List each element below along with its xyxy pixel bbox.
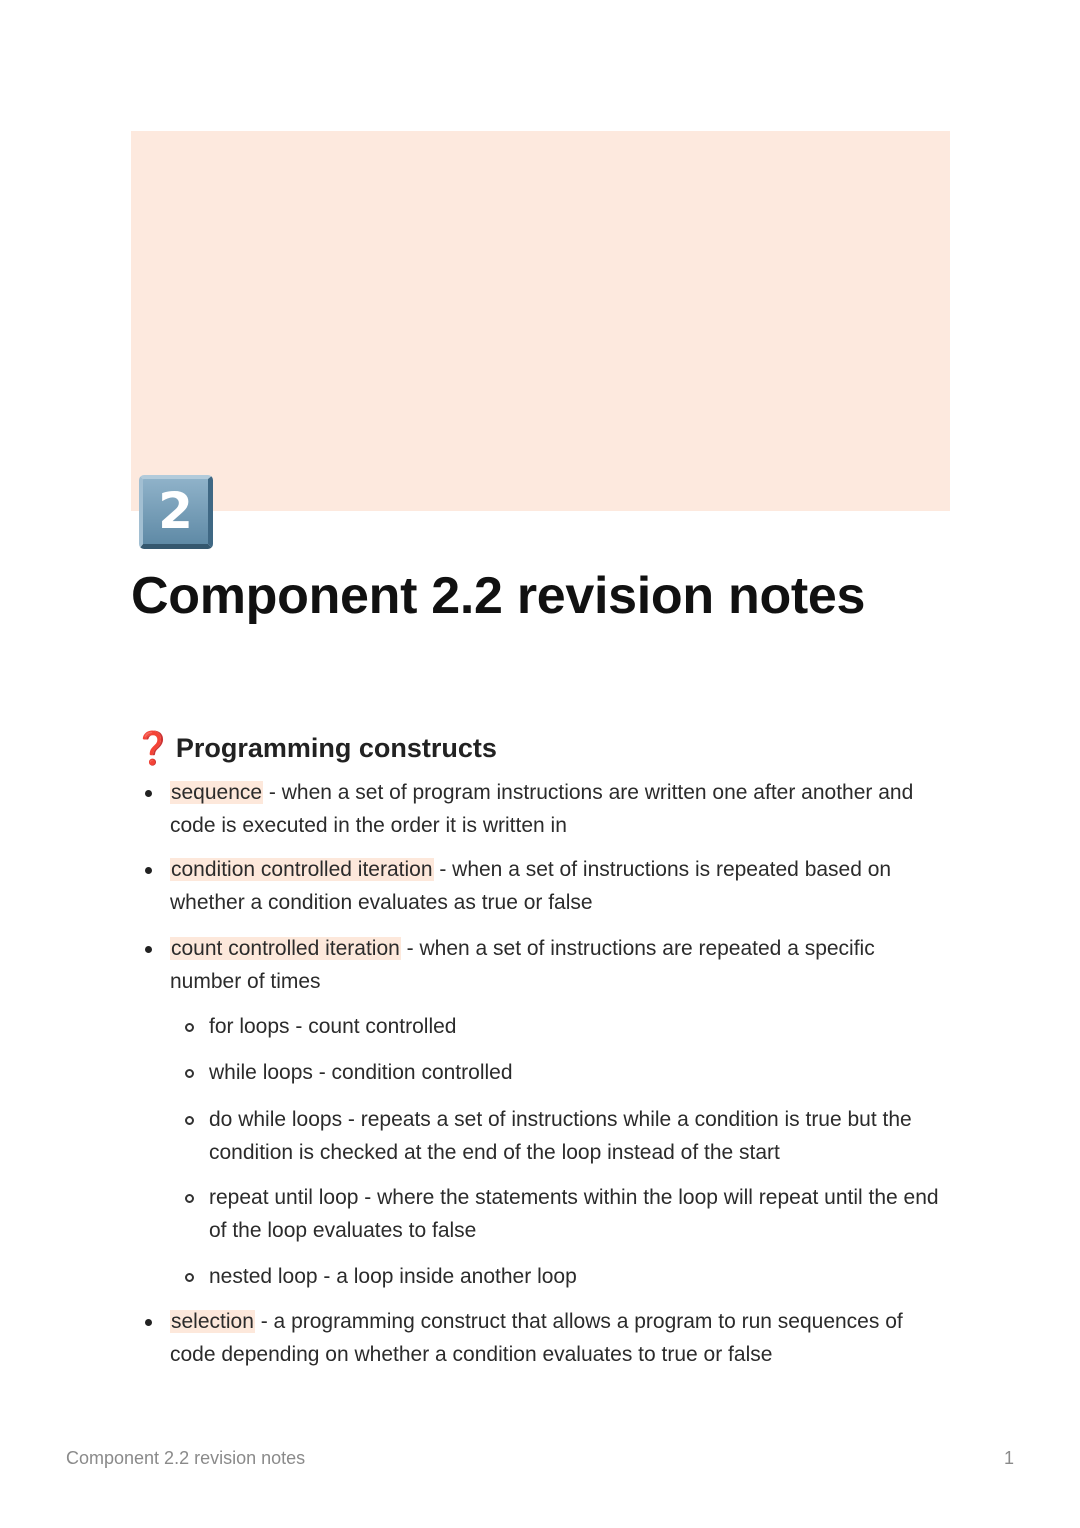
page-number: 1 — [1004, 1448, 1015, 1468]
term-definition: - when a set of instructions are repeated a specific number of times — [170, 937, 875, 993]
term-definition: - when a set of program instructions are written one after another and code is executed in the order it is written in — [170, 781, 914, 837]
page-title: Component 2.2 revision notes — [131, 567, 866, 625]
term-highlight: selection — [171, 1310, 254, 1333]
circle-bullet-icon — [185, 1194, 194, 1203]
bullet-icon — [145, 1319, 152, 1326]
question-mark-icon: ❓ — [133, 729, 173, 767]
bullet-icon — [145, 946, 152, 953]
sub-item-text: for loops - count controlled — [209, 1015, 457, 1038]
sub-list-item — [209, 1010, 950, 1043]
sub-list-item — [209, 1181, 950, 1247]
list-item-selection — [170, 1305, 950, 1371]
section-heading-text: Programming constructs — [175, 733, 497, 763]
keycap-digit-two-icon: 2 — [139, 475, 213, 549]
circle-bullet-icon — [185, 1069, 194, 1078]
list-item-sequence — [170, 776, 950, 842]
term-definition: - a programming construct that allows a program to run sequences of code depending on whether a condition evaluates to true or false — [170, 1310, 903, 1366]
term-definition: - when a set of instructions is repeated based on whether a condition evaluates as true or false — [170, 858, 892, 914]
sub-item-text: while loops - condition controlled — [209, 1061, 513, 1084]
bullet-icon — [145, 790, 152, 797]
list-item-count-controlled-iteration — [170, 932, 950, 998]
circle-bullet-icon — [185, 1273, 194, 1282]
cover-banner — [131, 131, 950, 511]
footer-title: Component 2.2 revision notes — [66, 1448, 306, 1468]
section-heading — [133, 729, 497, 767]
sub-list-item — [209, 1260, 950, 1293]
sub-item-text: nested loop - a loop inside another loop — [209, 1265, 577, 1288]
circle-bullet-icon — [185, 1023, 194, 1032]
sub-list-item — [209, 1103, 950, 1169]
term-highlight: condition controlled iteration — [171, 858, 433, 881]
bullet-icon — [145, 867, 152, 874]
sub-list-item — [209, 1056, 950, 1089]
list-item-condition-controlled-iteration — [170, 853, 950, 919]
circle-bullet-icon — [185, 1116, 194, 1125]
term-highlight: sequence — [171, 781, 263, 804]
sub-item-text: repeat until loop - where the statements within the loop will repeat until the end of the loop evaluates to false — [209, 1186, 939, 1242]
sub-item-text: do while loops - repeats a set of instructions while a condition is true but the condition is checked at the end of the loop instead of the start — [209, 1108, 912, 1164]
term-highlight: count controlled iteration — [171, 937, 400, 960]
